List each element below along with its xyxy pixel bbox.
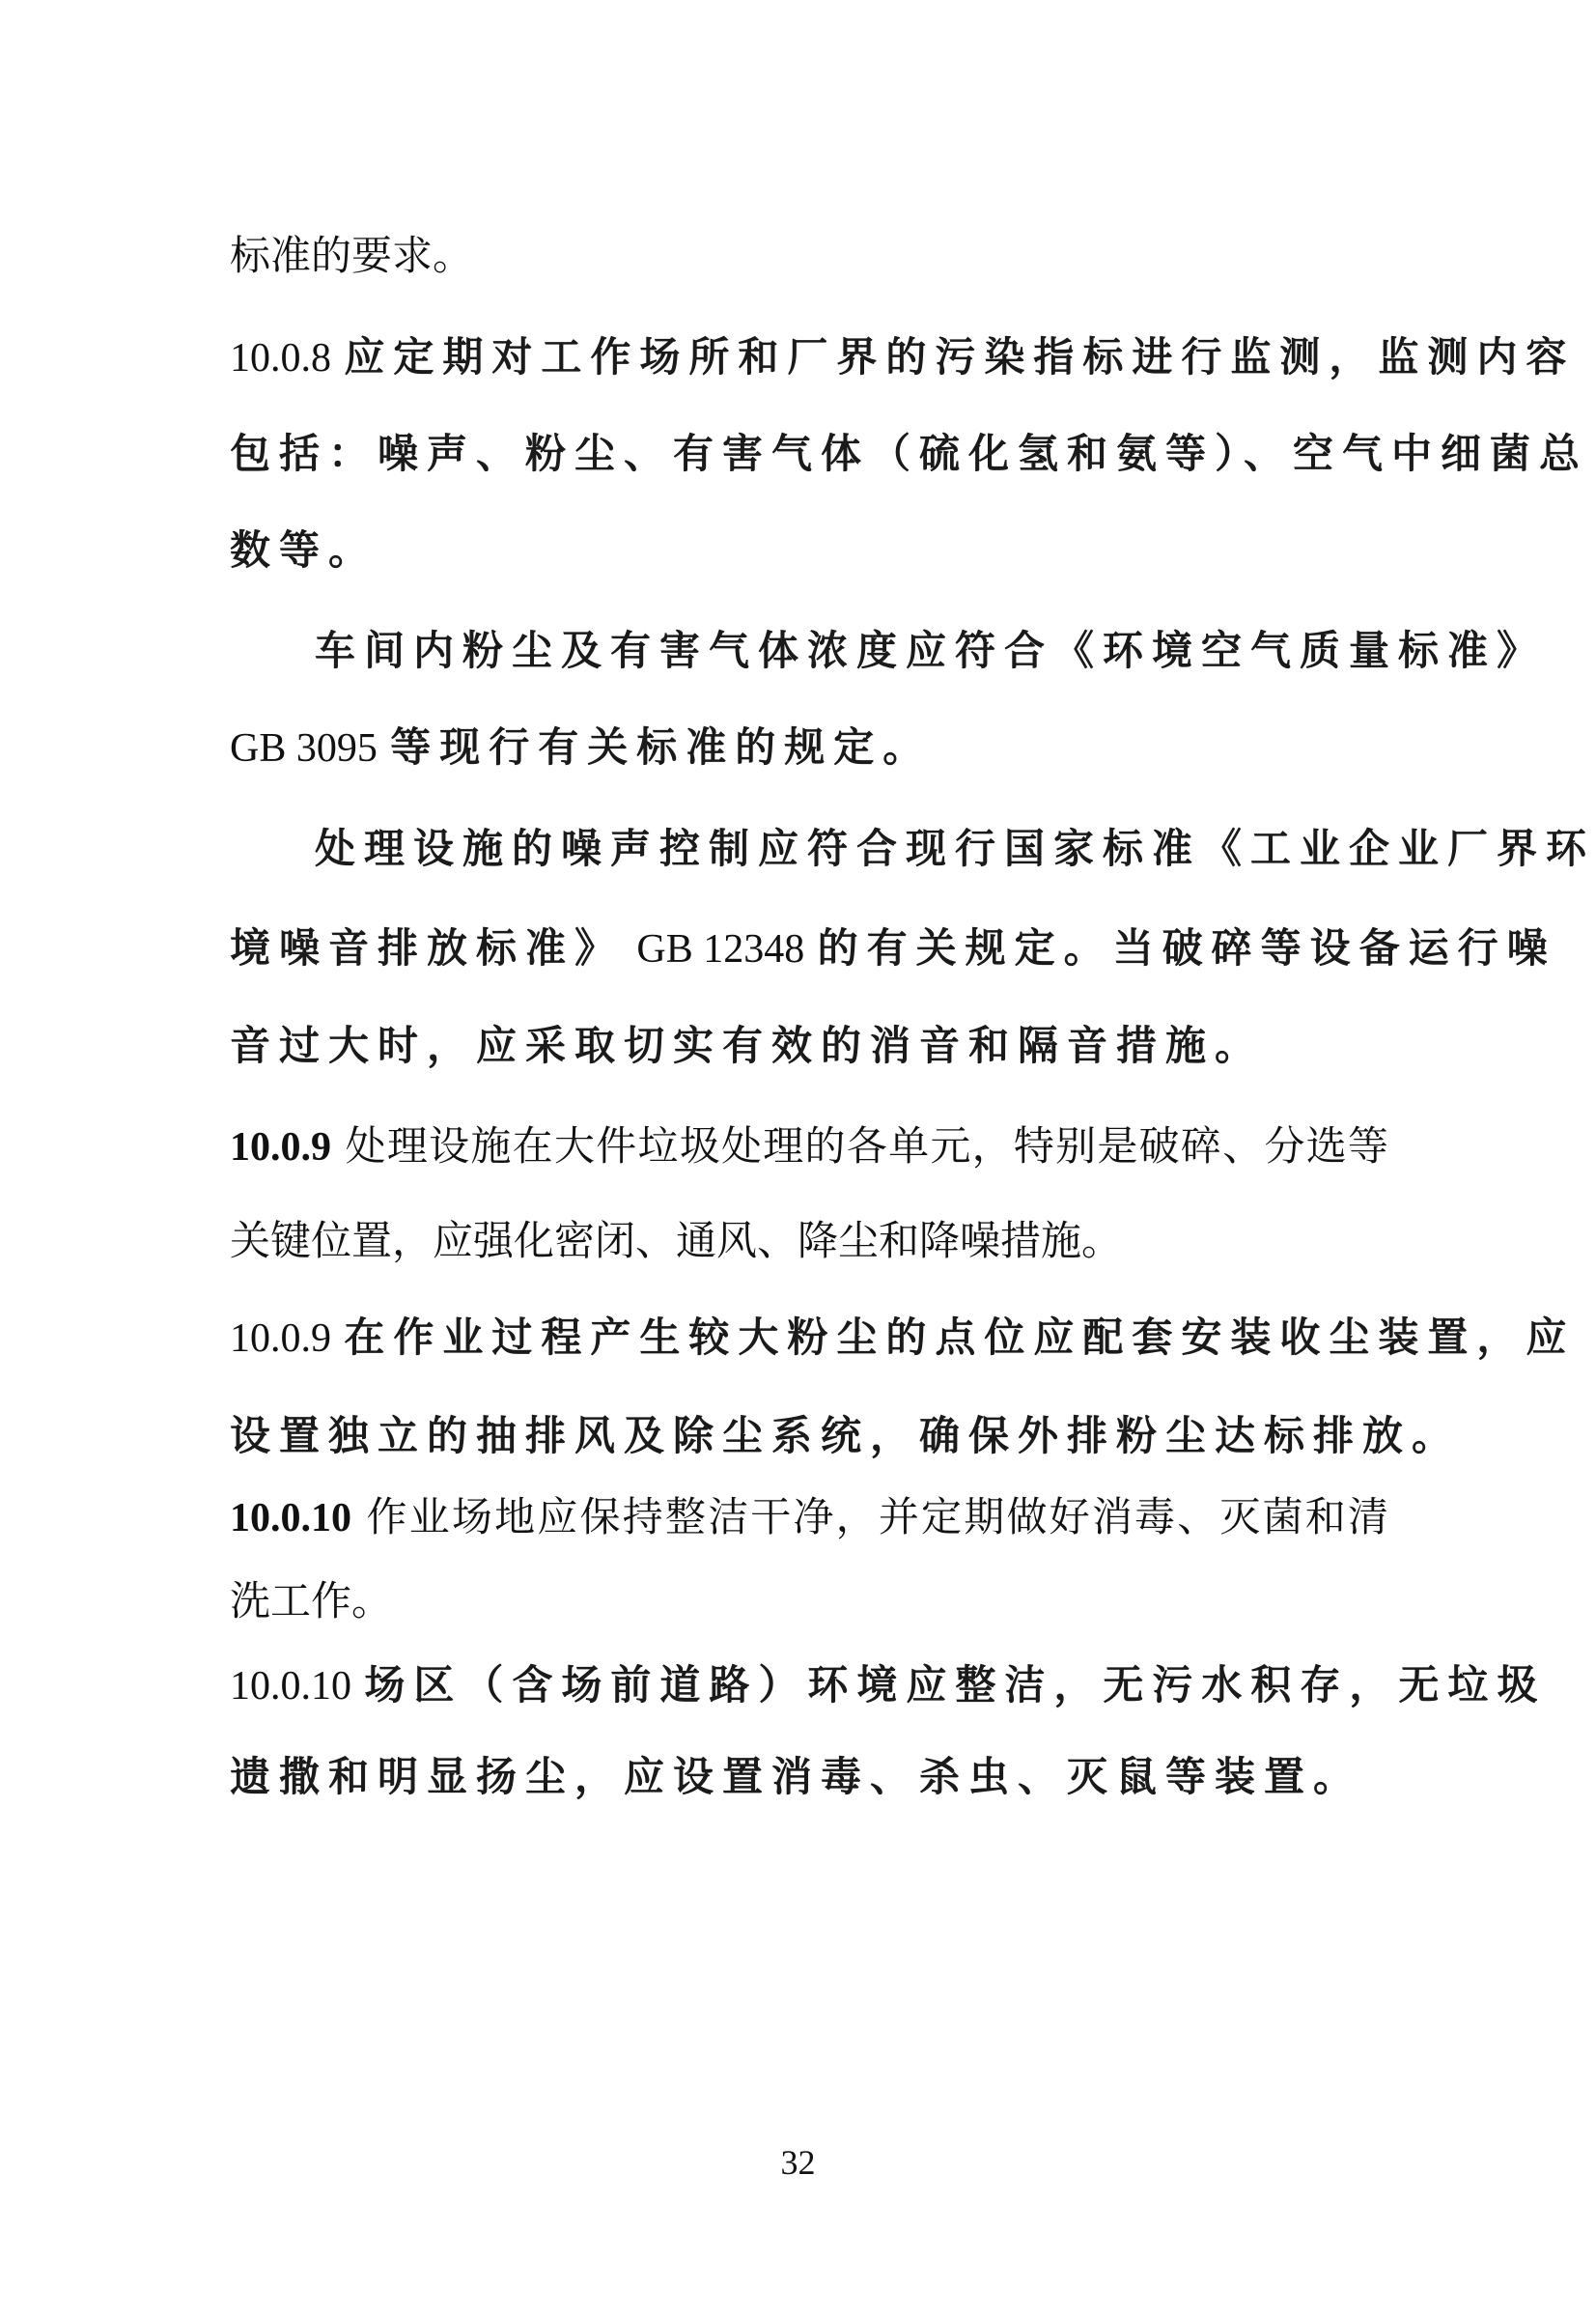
standard-code: GB 3095 bbox=[230, 726, 378, 771]
line-text: 洗工作。 bbox=[230, 1577, 393, 1624]
clause-number: 10.0.10 bbox=[230, 1664, 351, 1709]
text-line bbox=[230, 1751, 1362, 1803]
text-line bbox=[230, 1020, 1264, 1072]
clause-number: 10.0.9 bbox=[230, 1125, 331, 1170]
text-line bbox=[230, 922, 1556, 975]
clause-text: 场区（含场前道路）环境应整洁，无污水积存，无垃圾 bbox=[364, 1661, 1547, 1709]
line-text: 处理设施的噪声控制应符合现行国家标准《工业企业厂界环 bbox=[315, 825, 1596, 872]
clause-number: 10.0.9 bbox=[230, 1316, 331, 1361]
clause-text: 作业场地应保持整洁干净，并定期做好消毒、灭菌和清 bbox=[366, 1493, 1388, 1540]
clause-number: 10.0.8 bbox=[230, 336, 331, 381]
line-text: 标准的要求。 bbox=[230, 232, 474, 279]
text-line bbox=[315, 625, 1547, 677]
page-number: 32 bbox=[780, 2143, 816, 2182]
line-text: 境噪音排放标准》 bbox=[230, 924, 625, 972]
clause-text: 应定期对工作场所和厂界的污染指标进行监测，监测内容 bbox=[344, 333, 1576, 381]
clause-10-0-9-a bbox=[230, 1120, 1388, 1173]
clause-10-0-10-a bbox=[230, 1491, 1388, 1544]
text-line bbox=[230, 428, 1589, 480]
line-text: 的有关规定。当破碎等设备运行噪 bbox=[817, 924, 1556, 972]
text-line bbox=[230, 1410, 1461, 1462]
line-text: 等现行有关标准的规定。 bbox=[390, 723, 933, 771]
line-text: 音过大时，应采取切实有效的消音和隔音措施。 bbox=[230, 1022, 1265, 1069]
line-text: 设置独立的抽排风及除尘系统，确保外排粉尘达标排放。 bbox=[230, 1412, 1462, 1459]
standard-code: GB 12348 bbox=[636, 927, 805, 972]
line-text: 关键位置，应强化密闭、通风、降尘和降噪措施。 bbox=[230, 1217, 1123, 1264]
text-line bbox=[315, 823, 1596, 875]
clause-text: 在作业过程产生较大粉尘的点位应配套安装收尘装置，应 bbox=[344, 1313, 1576, 1361]
text-line bbox=[230, 721, 932, 775]
clause-10-0-8 bbox=[230, 331, 1576, 384]
text-line bbox=[230, 1215, 1122, 1267]
text-line bbox=[230, 230, 473, 282]
line-text: 包括：噪声、粉尘、有害气体（硫化氢和氨等）、空气中细菌总 bbox=[230, 430, 1589, 477]
line-text: 车间内粉尘及有害气体浓度应符合《环境空气质量标准》 bbox=[315, 627, 1547, 674]
clause-10-0-10-b bbox=[230, 1659, 1547, 1712]
text-line bbox=[230, 1575, 392, 1627]
line-text: 数等。 bbox=[230, 526, 378, 574]
line-text: 遗撒和明显扬尘，应设置消毒、杀虫、灭鼠等装置。 bbox=[230, 1753, 1363, 1800]
clause-number: 10.0.10 bbox=[230, 1496, 351, 1540]
clause-10-0-9-b bbox=[230, 1312, 1576, 1365]
clause-text: 处理设施在大件垃圾处理的各单元，特别是破碎、分选等 bbox=[345, 1122, 1388, 1170]
text-line bbox=[230, 524, 378, 577]
